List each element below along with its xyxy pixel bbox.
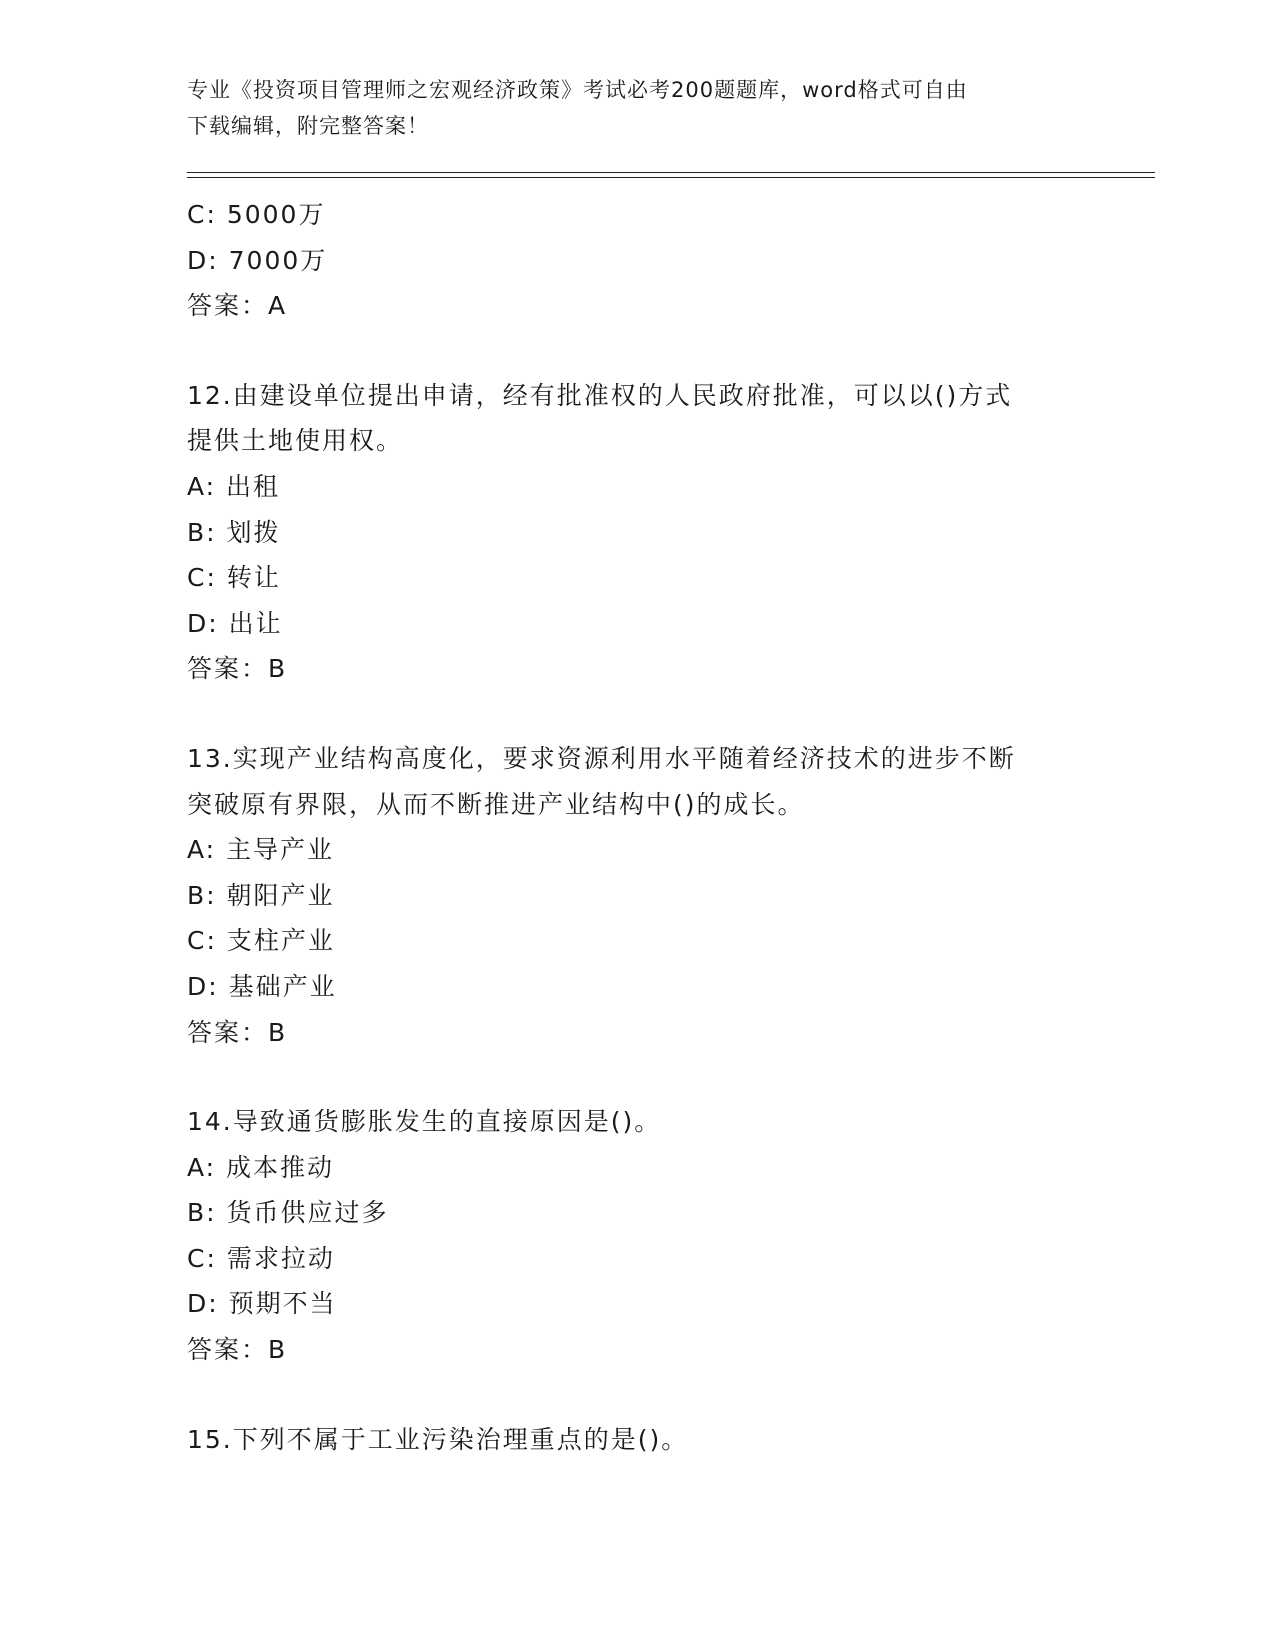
option-text: 主导产业 <box>226 835 335 865</box>
option-d <box>187 238 1087 284</box>
option-text: 划拨 <box>226 517 281 547</box>
option-label: D: <box>187 971 219 1001</box>
option-text: 预期不当 <box>228 1289 337 1319</box>
option-text: 支柱产业 <box>226 926 335 956</box>
question-15 <box>187 1417 1087 1463</box>
option-c <box>187 1236 1087 1282</box>
header-rule-top <box>187 172 1155 173</box>
option-label: C: <box>187 926 217 956</box>
question-stem: 突破原有界限，从而不断推进产业结构中()的成长。 <box>187 789 805 819</box>
answer-line: 答案：A <box>187 291 288 321</box>
answer-line: 答案：B <box>187 654 288 684</box>
option-text: 成本推动 <box>226 1152 335 1182</box>
option-text: 转让 <box>226 563 281 593</box>
option-label: A: <box>187 471 217 501</box>
question-content <box>187 192 1087 1462</box>
header-line-1: 专业《投资项目管理师之宏观经济政策》考试必考200题题库，word格式可自由 <box>187 78 968 102</box>
option-label: C: <box>187 563 217 593</box>
option-d <box>187 1281 1087 1327</box>
option-c <box>187 918 1087 964</box>
option-d <box>187 964 1087 1010</box>
option-label: C: <box>187 200 217 229</box>
header-line-2: 下载编辑，附完整答案！ <box>187 114 429 138</box>
option-c <box>187 192 1087 238</box>
previous-question-tail <box>187 192 1087 329</box>
answer-line: 答案：B <box>187 1017 288 1047</box>
question-stem: 13.实现产业结构高度化，要求资源利用水平随着经济技术的进步不断 <box>187 743 1016 773</box>
question-14 <box>187 1099 1087 1373</box>
option-b <box>187 1190 1087 1236</box>
document-header <box>187 72 1087 144</box>
question-stem: 12.由建设单位提出申请，经有批准权的人民政府批准，可以以()方式 <box>187 380 1013 410</box>
option-b <box>187 873 1087 919</box>
option-text: 需求拉动 <box>226 1243 335 1273</box>
option-label: D: <box>187 608 219 638</box>
option-text: 基础产业 <box>228 971 337 1001</box>
option-label: B: <box>187 880 217 910</box>
question-stem: 15.下列不属于工业污染治理重点的是()。 <box>187 1424 689 1454</box>
header-rule-bottom <box>187 177 1155 178</box>
option-a <box>187 827 1087 873</box>
question-12 <box>187 373 1087 692</box>
option-a <box>187 1145 1087 1191</box>
question-13 <box>187 736 1087 1055</box>
option-label: A: <box>187 835 217 865</box>
option-label: A: <box>187 1152 217 1182</box>
option-label: D: <box>187 245 219 275</box>
question-stem: 14.导致通货膨胀发生的直接原因是()。 <box>187 1107 662 1137</box>
option-c <box>187 555 1087 601</box>
option-d <box>187 601 1087 647</box>
option-text: 货币供应过多 <box>226 1198 389 1228</box>
option-text: 出让 <box>228 608 283 638</box>
option-text: 7000万 <box>228 245 328 275</box>
option-label: D: <box>187 1289 219 1319</box>
option-label: B: <box>187 1198 217 1228</box>
option-text: 5000万 <box>226 200 326 229</box>
option-label: C: <box>187 1243 217 1273</box>
question-stem: 提供土地使用权。 <box>187 426 404 456</box>
answer-line: 答案：B <box>187 1335 288 1365</box>
option-text: 朝阳产业 <box>226 880 335 910</box>
option-text: 出租 <box>226 471 281 501</box>
option-a <box>187 464 1087 510</box>
option-b <box>187 510 1087 556</box>
option-label: B: <box>187 517 217 547</box>
